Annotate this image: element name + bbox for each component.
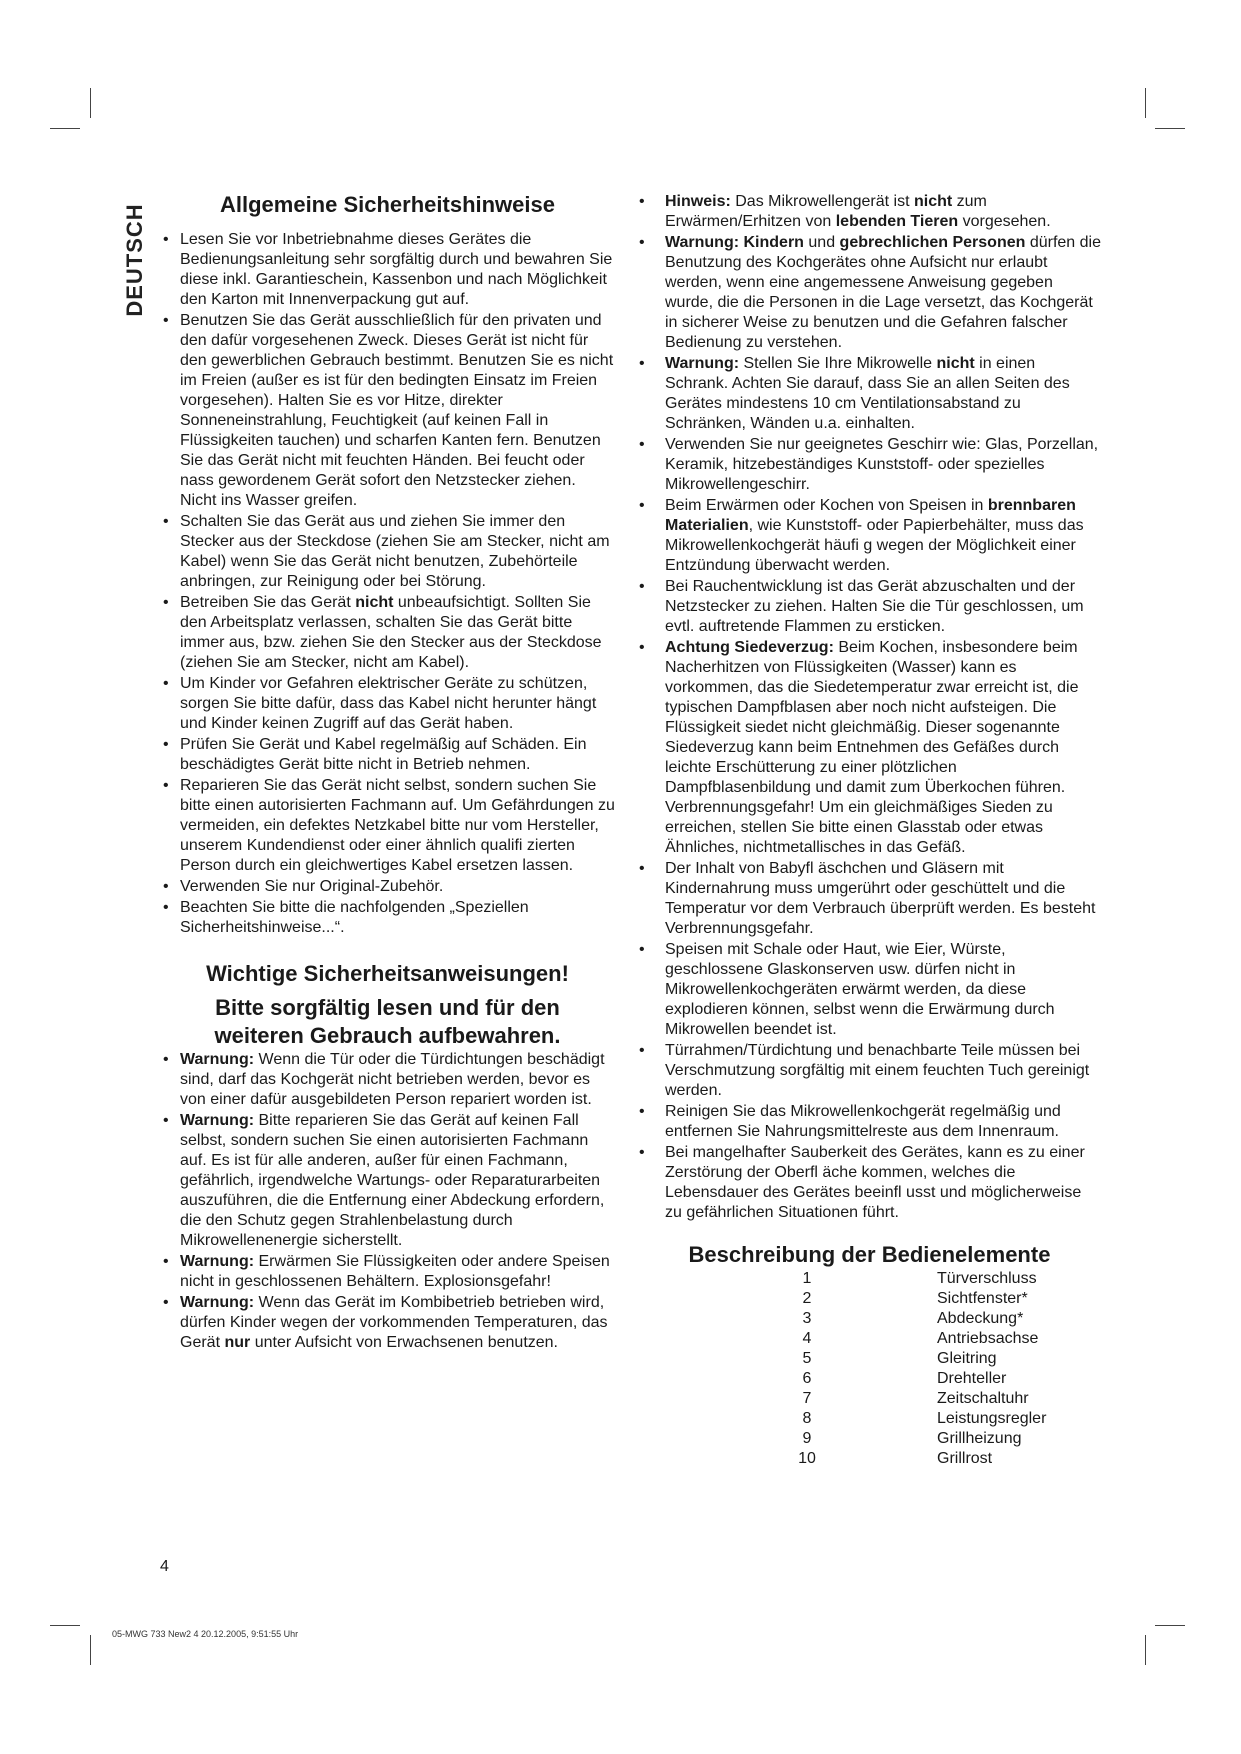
part-name: Leistungsregler xyxy=(937,1410,1047,1427)
list-item-emphasis: brennbaren Materialien xyxy=(665,497,1076,534)
part-name: Gleitring xyxy=(937,1350,997,1367)
crop-mark xyxy=(1145,88,1146,118)
list-item xyxy=(160,311,615,511)
warning-label: Warnung: xyxy=(180,1294,255,1311)
part-number: 8 xyxy=(802,1410,812,1427)
part-number: 10 xyxy=(798,1450,816,1467)
warning-emphasis: nur xyxy=(224,1334,251,1351)
list-item xyxy=(637,1102,1102,1142)
warnings-list xyxy=(160,1050,615,1353)
list-item-emphasis: gebrechlichen Personen xyxy=(839,234,1026,251)
list-item-text: Benutzen Sie das Gerät ausschließlich für den privaten und den dafür vorgesehenen Zweck. Dieses Gerät ist nicht für den gewerblichen Gebrauch bestimmt. Benutzen Sie es nicht im Freien (außer es ist für den bedingten Einsatz im Freien vorgesehen). Halten Sie es vor Hitze, direkter Sonneneinstrahlung, Feuchtigkeit (auf keinen Fall in Flüssigkeiten tauchen) und scharfen Kanten fern. Benutzen Sie das Gerät nicht mit feuchten Händen. Bei feucht oder nass gewordenem Gerät sofort den Netzstecker ziehen. Nicht ins Wasser greifen. xyxy=(180,312,614,509)
part-name: Abdeckung* xyxy=(937,1310,1024,1327)
list-item xyxy=(637,496,1102,576)
warning-text: Bitte reparieren Sie das Gerät auf keinen Fall selbst, sondern suchen Sie einen autorisierten Fachmann auf. Es ist für alle anderen, außer für einen Fachmann, gefährlich, irgendwelche Wartungs- oder Reparaturarbeiten auszuführen, die die Entfernung einer Abdeckung erfordern, die den Schutz gegen Strahlenbelastung durch Mikrowellenenergie sicherstellt. xyxy=(180,1112,605,1249)
part-name: Türverschluss xyxy=(937,1270,1037,1287)
list-item-text: Beim Kochen, insbesondere beim Nacherhitzen von Flüssigkeiten (Wasser) kann es vorkommen, das die Siedetemperatur zwar erreicht ist, die typischen Dampfblasen aber noch nicht aufsteigen. Die Flüssigkeit siedet nicht gleichmäßig. Dieser sogenannte Siedeverzug kann beim Entnehmen des Gefäßes durch leichte Erschütterung zu einer plötzlichen Dampfblasenbildung und damit zum Überkochen führen. Verbrennungsgefahr! Um ein gleichmäßiges Sieden zu erreichen, stellen Sie bitte einen Glasstab oder etwas Ähnliches, nichtmetallisches in das Gefäß. xyxy=(665,639,1079,856)
list-item-emphasis: lebenden Tieren xyxy=(835,213,959,230)
crop-mark xyxy=(1155,1625,1185,1626)
page-number: 4 xyxy=(160,1558,169,1575)
list-item xyxy=(637,354,1102,434)
important-safety-block xyxy=(160,960,615,1353)
part-row xyxy=(777,1369,1046,1389)
parts-table xyxy=(777,1269,1046,1469)
warning-item xyxy=(160,1050,615,1110)
part-row xyxy=(777,1309,1046,1329)
language-side-label xyxy=(123,200,147,320)
important-safety-subtitle-1: Bitte sorgfältig lesen und für den xyxy=(215,995,560,1020)
warning-label: Warnung: xyxy=(180,1112,255,1129)
part-name: Sichtfenster* xyxy=(937,1290,1028,1307)
list-item-text: Betreiben Sie das Gerät xyxy=(180,594,356,611)
crop-mark xyxy=(1155,128,1185,129)
important-safety-subtitle-2: weiteren Gebrauch aufbewahren. xyxy=(214,1023,561,1048)
list-item-emphasis: nicht xyxy=(913,193,953,210)
part-number: 4 xyxy=(802,1330,812,1347)
list-item xyxy=(637,1041,1102,1101)
warning-text: Erwärmen Sie Flüssigkeiten oder andere Speisen nicht in geschlossenen Behältern. Explosionsgefahr! xyxy=(180,1253,610,1290)
list-item-text: Der Inhalt von Babyfl äschchen und Gläsern mit Kindernahrung muss umgerührt oder geschüttelt und die Temperatur vor dem Verbrauch überprüft werden. Es besteht Verbrennungsgefahr. xyxy=(665,860,1096,937)
part-number: 2 xyxy=(802,1290,812,1307)
list-item-text: vorgesehen. xyxy=(958,213,1051,230)
part-name: Antriebsachse xyxy=(937,1330,1039,1347)
part-row xyxy=(777,1329,1046,1349)
left-column xyxy=(160,192,615,1354)
list-item-text: unbeaufsichtigt. Sollten Sie den Arbeitsplatz verlassen, schalten Sie das Gerät bitte immer aus, bzw. ziehen Sie den Stecker aus der Steckdose (ziehen Sie am Stecker, nicht am Kabel). xyxy=(180,594,602,671)
crop-mark xyxy=(50,128,80,129)
list-item xyxy=(637,192,1102,232)
list-item-text: Prüfen Sie Gerät und Kabel regelmäßig auf Schäden. Ein beschädigtes Gerät bitte nicht in Betrieb nehmen. xyxy=(180,736,587,773)
list-item xyxy=(160,674,615,734)
part-row xyxy=(777,1429,1046,1449)
part-row xyxy=(777,1389,1046,1409)
list-item-emphasis: nicht xyxy=(355,594,394,611)
language-label-text: DEUTSCH xyxy=(122,203,147,317)
part-number: 9 xyxy=(802,1430,812,1447)
list-item-text: Um Kinder vor Gefahren elektrischer Geräte zu schützen, sorgen Sie bitte dafür, dass das Kabel nicht herunter hängt und Kinder keinen Zugriff auf das Gerät haben. xyxy=(180,675,597,732)
part-name: Zeitschaltuhr xyxy=(937,1390,1029,1407)
list-item-emphasis: Achtung Siedeverzug: xyxy=(665,639,834,656)
list-item-emphasis: Hinweis: xyxy=(665,193,731,210)
list-item xyxy=(637,940,1102,1040)
part-row xyxy=(777,1289,1046,1309)
list-item-text: Verwenden Sie nur geeignetes Geschirr wie: Glas, Porzellan, Keramik, hitzebeständiges Kunststoff- oder spezielles Mikrowellengeschirr. xyxy=(665,436,1099,493)
list-item-text: , wie Kunststoff- oder Papierbehälter, muss das Mikrowellenkochgerät häufi g wegen der Möglichkeit einer Entzündung überwacht werden. xyxy=(665,517,1084,574)
part-row xyxy=(777,1449,1046,1469)
list-item xyxy=(637,1143,1102,1223)
crop-mark xyxy=(1145,1635,1146,1665)
part-name: Grillheizung xyxy=(937,1430,1022,1447)
list-item-text: Verwenden Sie nur Original-Zubehör. xyxy=(180,878,444,895)
part-number: 3 xyxy=(802,1310,812,1327)
right-column xyxy=(637,192,1102,1469)
part-row xyxy=(777,1269,1046,1289)
general-safety-list xyxy=(160,230,615,938)
list-item xyxy=(160,735,615,775)
part-name: Grillrost xyxy=(937,1450,993,1467)
list-item-text: zum Erwärmen/Erhitzen von xyxy=(665,193,987,230)
list-item-text: Beachten Sie bitte die nachfolgenden „Speziellen Sicherheitshinweise...“. xyxy=(180,899,529,936)
controls-description-block xyxy=(637,1241,1102,1469)
list-item-emphasis: Warnung: Kindern xyxy=(665,234,804,251)
list-item-text: Schalten Sie das Gerät aus und ziehen Sie immer den Stecker aus der Steckdose (ziehen Sie am Stecker, nicht am Kabel) wenn Sie das Gerät nicht benutzen, Zubehörteile anbringen, zur Reinigung oder bei Störung. xyxy=(180,513,610,590)
list-item xyxy=(160,776,615,876)
warning-text: Wenn die Tür oder die Türdichtungen beschädigt sind, darf das Kochgerät nicht betrieben werden, bevor es von einer dafür ausgebildeten Person repariert worden ist. xyxy=(180,1051,605,1108)
crop-mark xyxy=(90,88,91,118)
list-item-text: Speisen mit Schale oder Haut, wie Eier, Würste, geschlossene Glaskonserven usw. dürfen nicht in Mikrowellenkochgeräten erwärmt werden, da diese explodieren können, selbst wenn die Erwärmung durch Mikrowellen beendet ist. xyxy=(665,941,1055,1038)
list-item-text: Reparieren Sie das Gerät nicht selbst, sondern suchen Sie bitte einen autorisierten Fachmann auf. Um Gefährdungen zu vermeiden, ein defektes Netzkabel bitte nur vom Hersteller, unserem Kundendienst oder einer ähnlich qualifi zierten Person durch ein gleichwertiges Kabel ersetzen lassen. xyxy=(180,777,615,874)
list-item xyxy=(637,233,1102,353)
part-number: 7 xyxy=(802,1390,812,1407)
warning-text: unter Aufsicht von Erwachsenen benutzen. xyxy=(250,1334,558,1351)
list-item xyxy=(637,859,1102,939)
list-item-text: Lesen Sie vor Inbetriebnahme dieses Gerätes die Bedienungsanleitung sehr sorgfältig durch und bewahren Sie diese inkl. Garantieschein, Kassenbon und nach Möglichkeit den Karton mit Innenverpackung gut auf. xyxy=(180,231,613,308)
part-row xyxy=(777,1409,1046,1429)
general-safety-title: Allgemeine Sicherheitshinweise xyxy=(219,192,555,217)
list-item-emphasis: nicht xyxy=(936,355,975,372)
part-number: 1 xyxy=(802,1270,812,1287)
warning-label: Warnung: xyxy=(180,1253,255,1270)
list-item-text: dürfen die Benutzung des Kochgerätes ohne Aufsicht nur erlaubt werden, wenn eine angemessene Anweisung gegeben wurde, die die Personen in die Lage versetzt, das Kochgerät in sicherer Weise zu benutzen und die Gefahren falscher Bedienung zu verstehen. xyxy=(665,234,1101,351)
list-item-text: Das Mikrowellengerät ist xyxy=(730,193,914,210)
print-footer: 05-MWG 733 New2 4 20.12.2005, 9:51:55 Uhr xyxy=(112,1629,299,1639)
list-item-emphasis: Warnung: xyxy=(665,355,740,372)
part-number: 5 xyxy=(802,1350,812,1367)
warning-item xyxy=(160,1293,615,1353)
warning-text: Wenn das Gerät im Kombibetrieb betrieben wird, dürfen Kinder wegen der vorkommenden Temperaturen, das Gerät xyxy=(180,1294,608,1351)
list-item xyxy=(160,877,615,897)
crop-mark xyxy=(50,1625,80,1626)
list-item xyxy=(637,435,1102,495)
warning-item xyxy=(160,1252,615,1292)
list-item-text: Bei Rauchentwicklung ist das Gerät abzuschalten und der Netzstecker zu ziehen. Halten Sie die Tür geschlossen, um evtl. auftretende Flammen zu ersticken. xyxy=(665,578,1084,635)
list-item-text: Beim Erwärmen oder Kochen von Speisen in xyxy=(665,497,988,514)
list-item-text: Türrahmen/Türdichtung und benachbarte Teile müssen bei Verschmutzung sorgfältig mit einem feuchten Tuch gereinigt werden. xyxy=(665,1042,1090,1099)
list-item xyxy=(160,230,615,310)
list-item xyxy=(637,577,1102,637)
warning-label: Warnung: xyxy=(180,1051,255,1068)
list-item-text: Bei mangelhafter Sauberkeit des Gerätes, kann es zu einer Zerstörung der Oberfl äche kommen, welches die Lebensdauer des Gerätes beeinfl usst und möglicherweise zu gefährlichen Situationen führt. xyxy=(665,1144,1085,1221)
controls-description-title: Beschreibung der Bedienelemente xyxy=(688,1242,1051,1267)
warning-item xyxy=(160,1111,615,1251)
list-item xyxy=(637,638,1102,858)
microwave-safety-list xyxy=(637,192,1102,1223)
list-item xyxy=(160,898,615,938)
list-item xyxy=(160,512,615,592)
list-item-text: Reinigen Sie das Mikrowellenkochgerät regelmäßig und entfernen Sie Nahrungsmittelreste aus dem Innenraum. xyxy=(665,1103,1061,1140)
list-item-text: in einen Schrank. Achten Sie darauf, dass Sie an allen Seiten des Gerätes mindestens 10 cm Ventilationsabstand zu Schränken, Wänden u.a. einhalten. xyxy=(665,355,1070,432)
important-safety-title: Wichtige Sicherheitsanweisungen! xyxy=(206,961,569,986)
part-name: Drehteller xyxy=(937,1370,1007,1387)
part-number: 6 xyxy=(802,1370,812,1387)
part-row xyxy=(777,1349,1046,1369)
list-item-text: und xyxy=(803,234,840,251)
crop-mark xyxy=(90,1635,91,1665)
list-item-text: Stellen Sie Ihre Mikrowelle xyxy=(739,355,937,372)
list-item xyxy=(160,593,615,673)
